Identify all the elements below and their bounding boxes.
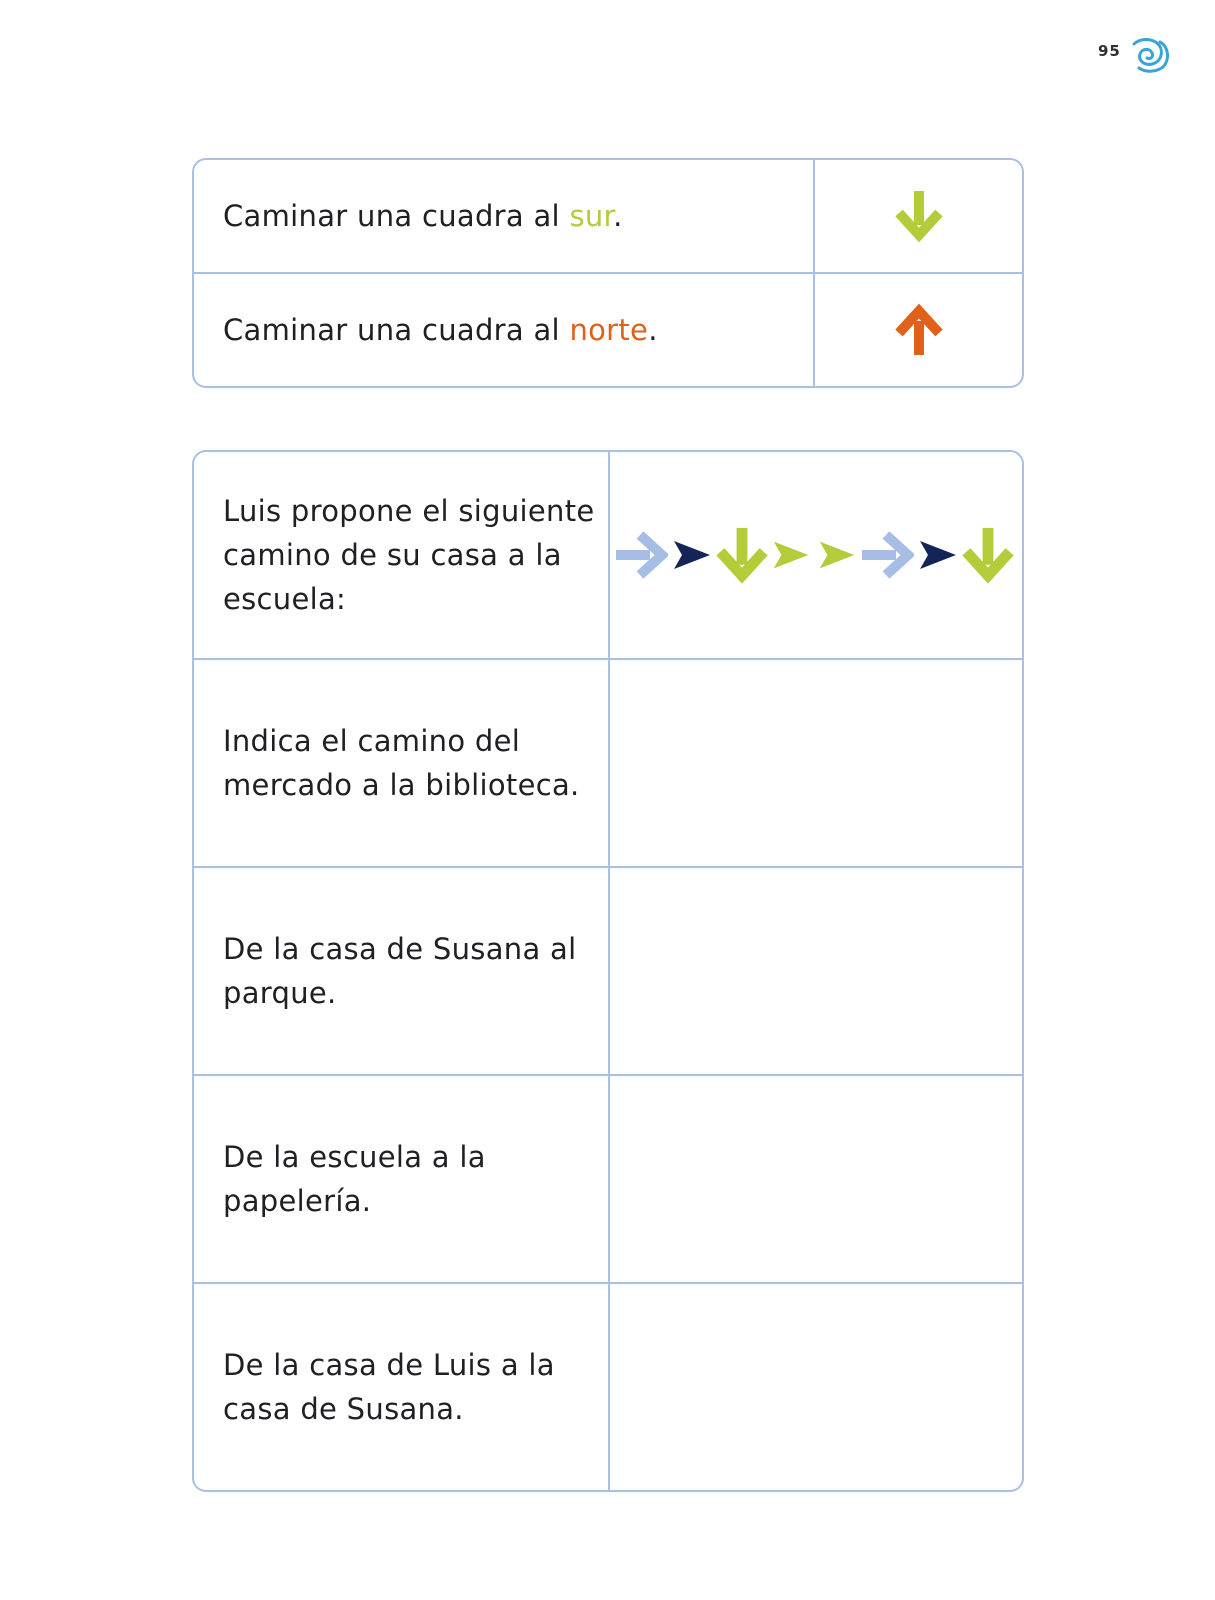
answer-cell-market-library[interactable] (608, 658, 1022, 866)
arrow-right-icon (614, 531, 668, 579)
route-row-school-stationery (194, 1074, 1022, 1282)
arrowhead-right-icon (914, 535, 962, 575)
arrow-down-icon (962, 525, 1014, 585)
direction-legend-table (192, 158, 1024, 388)
route-prompt-luis-susana: De la casa de Luis a la casa de Susana. (194, 1282, 608, 1490)
legend-row-north (194, 272, 1022, 386)
route-prompt-market-library: Indica el camino del mercado a la biblioteca. (194, 658, 608, 866)
legend-text-south: Caminar una cuadra al sur. (223, 199, 623, 233)
arrow-down-icon (716, 525, 768, 585)
keyword-north: norte (569, 313, 649, 347)
route-row-market-library (194, 658, 1022, 866)
routes-table (192, 450, 1024, 1492)
arrow-right-icon (860, 531, 914, 579)
page-number: 95 (1098, 42, 1121, 60)
answer-cell-luis-susana[interactable] (608, 1282, 1022, 1490)
answer-cell-school-stationery[interactable] (608, 1074, 1022, 1282)
arrowhead-right-icon (814, 535, 860, 575)
arrow-up-icon (895, 303, 943, 357)
route-row-example (194, 452, 1022, 658)
arrowhead-right-icon (768, 535, 814, 575)
route-row-susana-park (194, 866, 1022, 1074)
answer-cell-susana-park[interactable] (608, 866, 1022, 1074)
route-prompt-susana-park: De la casa de Susana al parque. (194, 866, 608, 1074)
arrowhead-right-icon (668, 535, 716, 575)
route-prompt-example: Luis propone el siguiente camino de su casa a la escuela: (223, 494, 595, 616)
arrow-sequence (610, 525, 1022, 585)
swirl-logo-icon (1130, 36, 1172, 74)
arrow-down-icon (895, 189, 943, 243)
route-row-luis-susana (194, 1282, 1022, 1490)
keyword-south: sur (569, 199, 614, 233)
legend-icon-cell-south (813, 160, 1022, 272)
route-prompt-school-stationery: De la escuela a la papelería. (194, 1074, 608, 1282)
legend-row-south (194, 160, 1022, 272)
legend-text-north: Caminar una cuadra al norte. (194, 272, 813, 386)
legend-icon-cell-north (813, 272, 1022, 386)
route-answer-example (608, 452, 1022, 658)
